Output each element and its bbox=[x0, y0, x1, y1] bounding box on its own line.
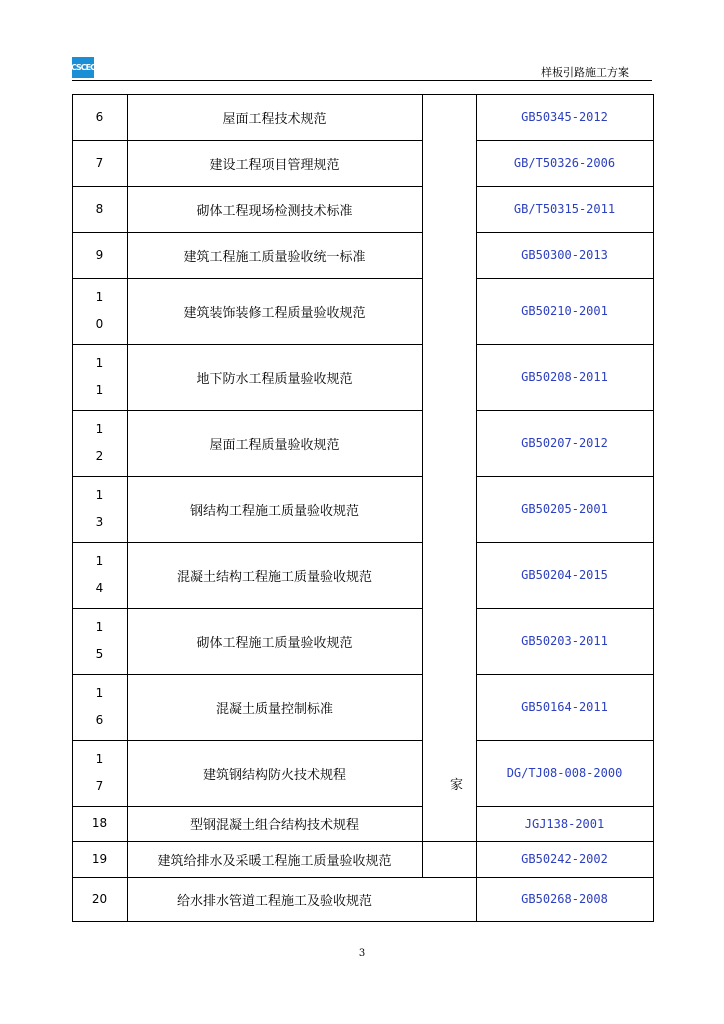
row-number-part: 2 bbox=[95, 449, 104, 463]
standard-code: GB50300-2013 bbox=[521, 248, 608, 262]
row-number bbox=[72, 608, 127, 674]
standard-name: 砌体工程施工质量验收规范 bbox=[196, 635, 353, 651]
row-number-part: 7 bbox=[95, 779, 104, 793]
row-number-part: 1 bbox=[95, 383, 104, 397]
row-number-part: 0 bbox=[95, 317, 104, 331]
row-number bbox=[72, 186, 127, 232]
row-number bbox=[72, 476, 127, 542]
row-number bbox=[72, 542, 127, 608]
standard-code: GB50204-2015 bbox=[521, 568, 608, 582]
row-number bbox=[72, 232, 127, 278]
row-number bbox=[72, 278, 127, 344]
header-divider bbox=[72, 80, 652, 81]
row-number bbox=[72, 94, 127, 140]
standard-code: GB/T50315-2011 bbox=[513, 202, 616, 216]
page-number: 3 bbox=[358, 948, 366, 959]
row-number bbox=[72, 740, 127, 806]
standard-name: 建设工程项目管理规范 bbox=[209, 157, 340, 173]
row-number-part: 4 bbox=[95, 581, 104, 595]
row-number bbox=[72, 674, 127, 740]
row-number-part: 6 bbox=[95, 713, 104, 727]
standard-name: 地下防水工程质量验收规范 bbox=[196, 371, 353, 387]
standard-code: GB50207-2012 bbox=[521, 436, 608, 450]
standard-code: GB50345-2012 bbox=[521, 110, 608, 124]
company-logo: CSCEC bbox=[72, 57, 94, 78]
row-number-part: 18 bbox=[91, 816, 108, 830]
standard-code: GB50203-2011 bbox=[521, 634, 608, 648]
standard-code: GB50242-2002 bbox=[521, 852, 608, 866]
row-number bbox=[72, 877, 127, 921]
standard-code: GB50210-2001 bbox=[521, 304, 608, 318]
row-number-part: 20 bbox=[91, 891, 108, 906]
standard-name: 砌体工程现场检测技术标准 bbox=[196, 203, 353, 219]
standard-code: DG/TJ08-008-2000 bbox=[506, 766, 623, 780]
standard-name: 钢结构工程施工质量验收规范 bbox=[189, 503, 359, 519]
standard-code: GB50208-2011 bbox=[521, 370, 608, 384]
header-title: 样板引路施工方案 bbox=[541, 66, 629, 79]
row-number bbox=[72, 410, 127, 476]
table-border bbox=[72, 921, 653, 922]
row-number-part: 1 bbox=[95, 290, 104, 304]
standards-table bbox=[72, 94, 653, 921]
standard-code: JGJ138-2001 bbox=[524, 816, 605, 831]
row-number-part: 1 bbox=[95, 356, 104, 370]
standard-name: 建筑装饰装修工程质量验收规范 bbox=[183, 305, 366, 321]
row-number-part: 1 bbox=[95, 686, 104, 700]
merged-cell-text: 家 bbox=[450, 778, 464, 793]
row-number bbox=[72, 344, 127, 410]
row-number-part: 3 bbox=[95, 515, 104, 529]
row-number-part: 7 bbox=[95, 155, 104, 170]
standard-name: 型钢混凝土组合结构技术规程 bbox=[189, 818, 359, 833]
standard-code: GB50268-2008 bbox=[521, 892, 608, 906]
row-number-part: 1 bbox=[95, 488, 104, 502]
row-number-part: 1 bbox=[95, 422, 104, 436]
standard-code: GB50205-2001 bbox=[521, 502, 608, 516]
standard-name: 屋面工程技术规范 bbox=[222, 111, 327, 127]
row-number-part: 1 bbox=[95, 620, 104, 634]
standard-code: GB50164-2011 bbox=[521, 700, 608, 714]
row-number-part: 9 bbox=[95, 247, 104, 262]
column-divider bbox=[422, 94, 423, 877]
row-number-part: 6 bbox=[95, 109, 104, 124]
standard-name: 混凝土结构工程施工质量验收规范 bbox=[176, 569, 372, 585]
row-number-part: 8 bbox=[95, 201, 104, 216]
standard-name: 建筑钢结构防火技术规程 bbox=[202, 767, 346, 783]
row-number bbox=[72, 140, 127, 186]
standard-name: 屋面工程质量验收规范 bbox=[209, 437, 340, 453]
standard-name: 建筑工程施工质量验收统一标准 bbox=[183, 249, 366, 265]
row-number bbox=[72, 841, 127, 877]
row-number bbox=[72, 806, 127, 841]
standard-code: GB/T50326-2006 bbox=[513, 156, 616, 170]
standard-name: 给水排水管道工程施工及验收规范 bbox=[176, 893, 372, 909]
table-border bbox=[653, 94, 654, 922]
row-number-part: 1 bbox=[95, 554, 104, 568]
standard-name: 混凝土质量控制标准 bbox=[215, 701, 333, 717]
row-number-part: 19 bbox=[91, 851, 108, 866]
row-number-part: 1 bbox=[95, 752, 104, 766]
standard-name: 建筑给排水及采暖工程施工质量验收规范 bbox=[157, 853, 392, 869]
row-number-part: 5 bbox=[95, 647, 104, 661]
